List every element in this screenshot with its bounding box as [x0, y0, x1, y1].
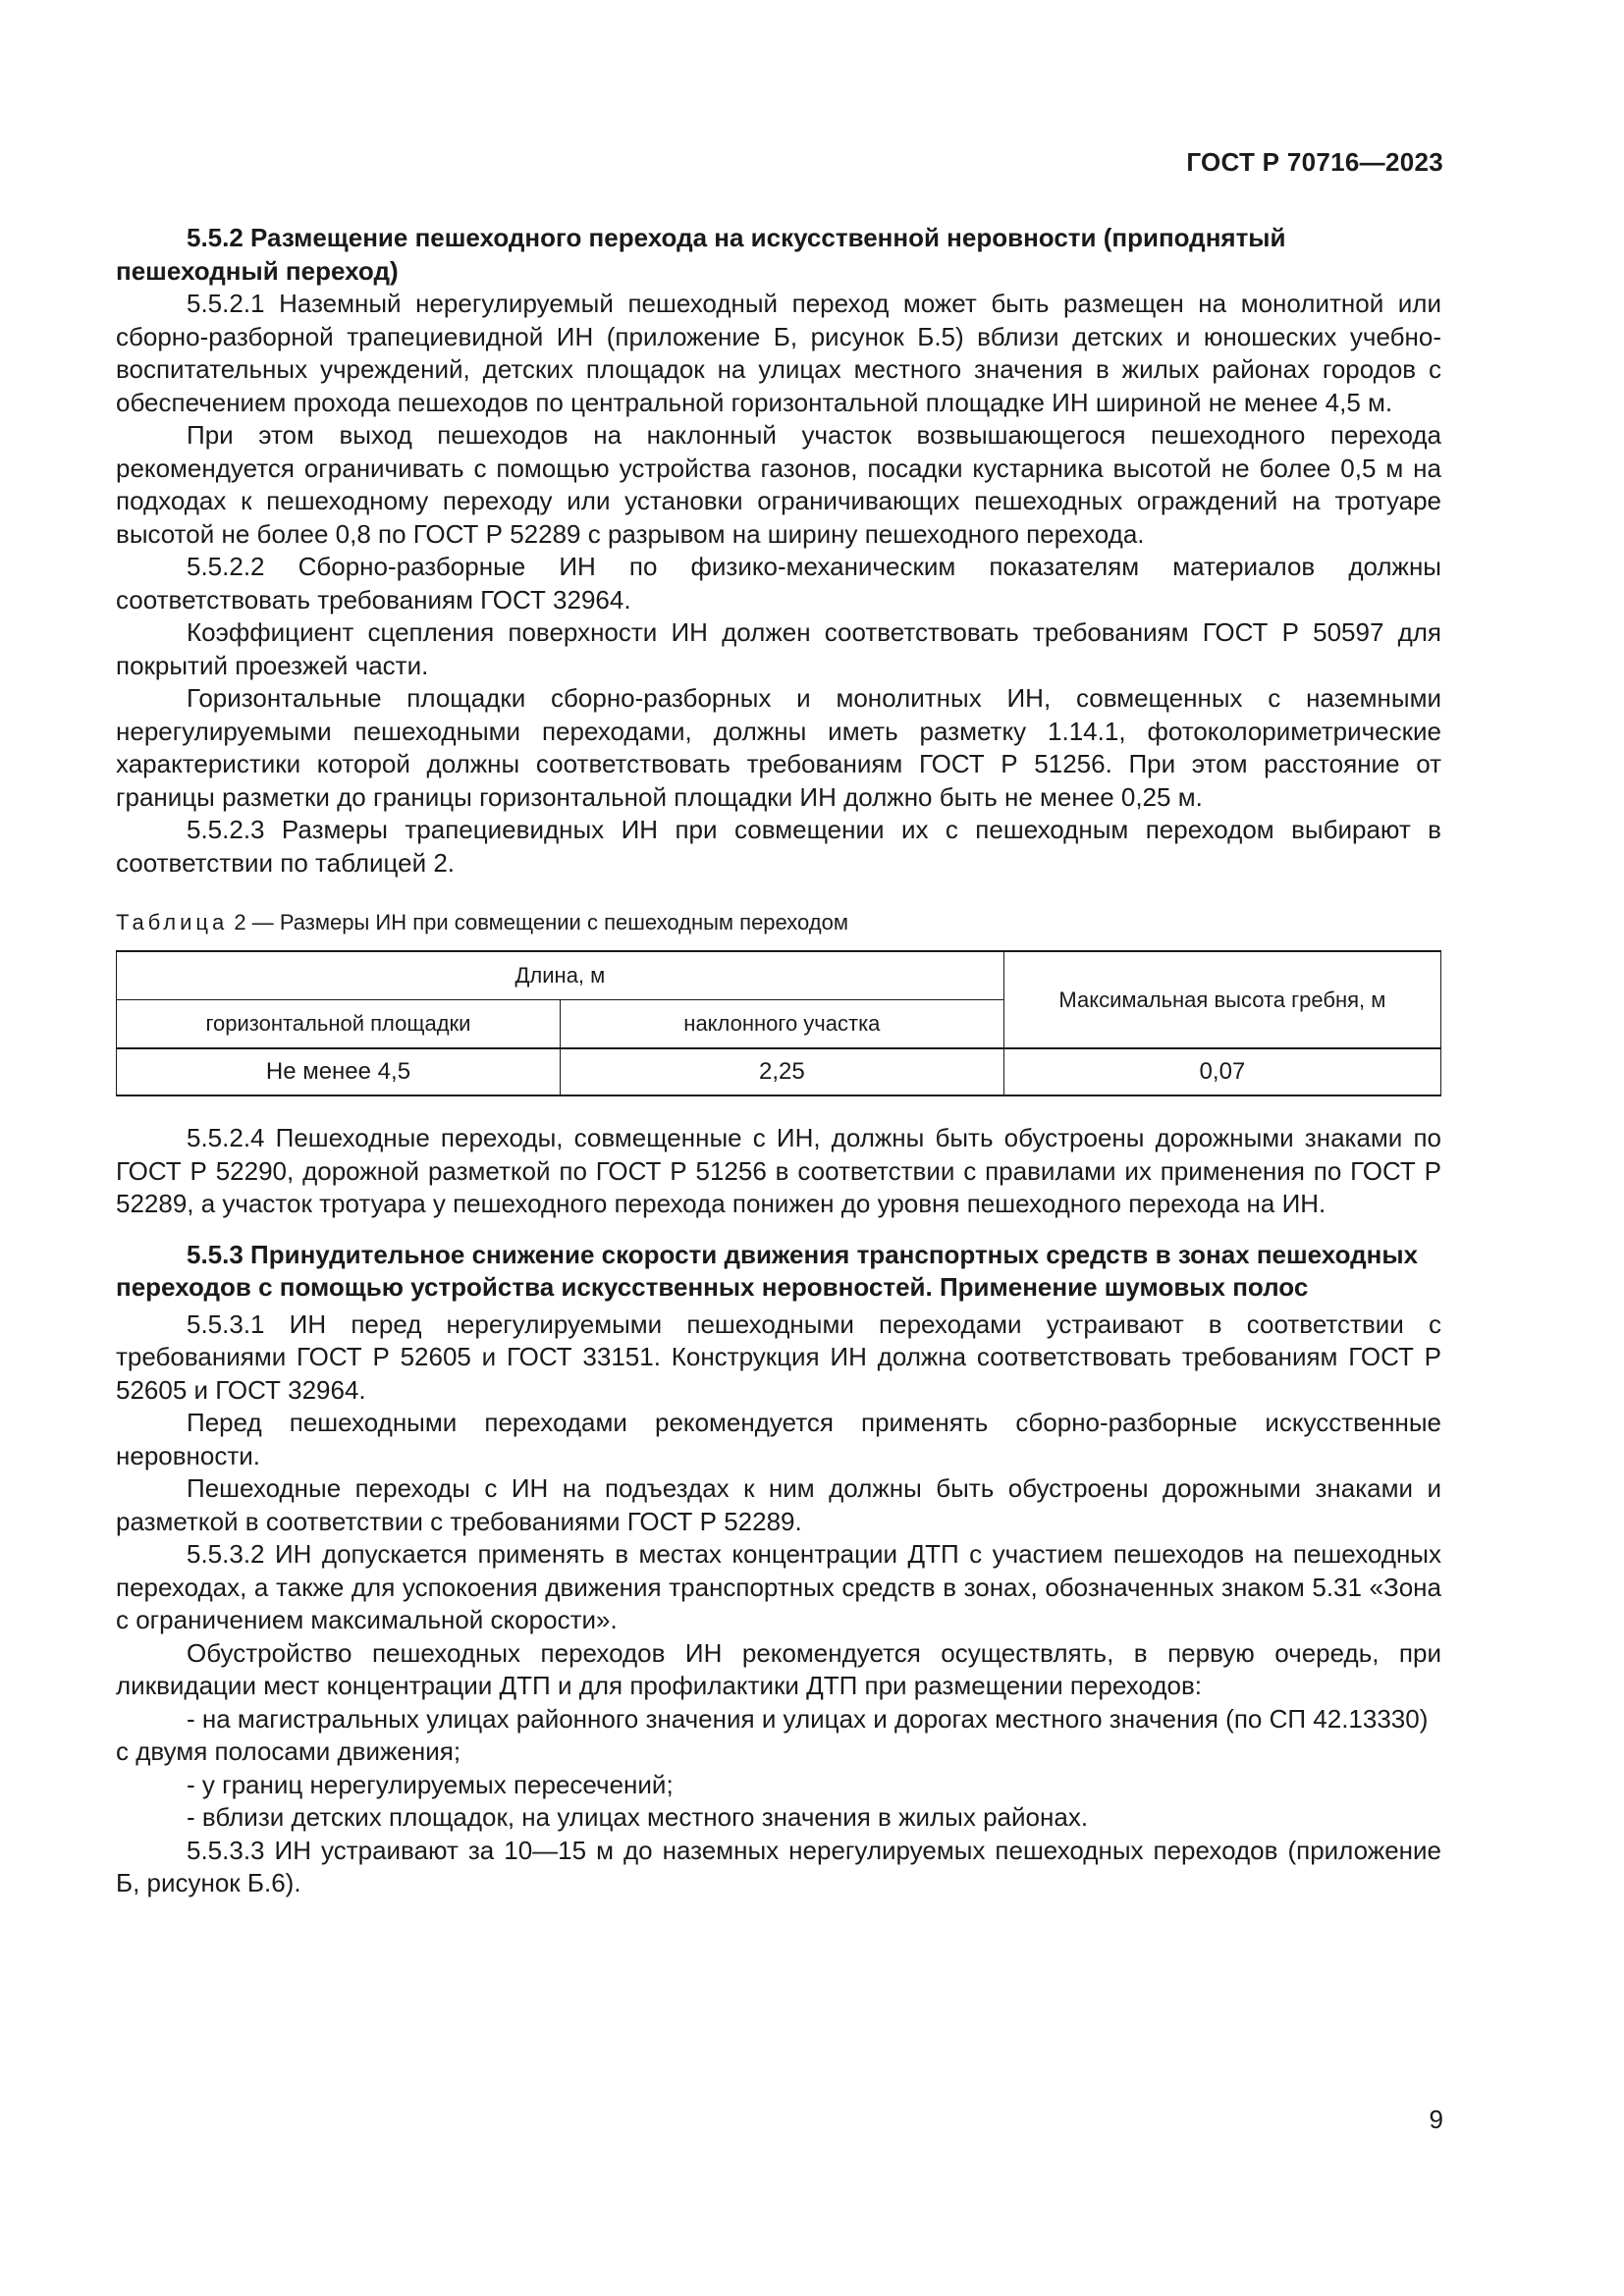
- paragraph-prefabricated-bumps: Перед пешеходными переходами рекомендуется применять сборно-разборные искусственные неровности.: [116, 1408, 1441, 1470]
- list-item: - на магистральных улицах районного значения и улицах и дорогах местного значения (по СП 42.13330) с двумя полосами движения;: [116, 1703, 1429, 1766]
- list-item: - вблизи детских площадок, на улицах местного значения в жилых районах.: [187, 1802, 1089, 1832]
- table-2-caption: [116, 909, 1441, 936]
- section-5-5-3-heading: 5.5.3 Принудительное снижение скорости движения транспортных средств в зонах пешеходных переходов с помощью устройства искусственных неровностей. Применение шумовых полос: [116, 1239, 1419, 1302]
- table-2: [116, 950, 1441, 1096]
- header-max-ridge-height: Максимальная высота гребня, м: [1003, 951, 1440, 1048]
- table-2-caption-label: Таблица: [116, 910, 229, 934]
- cell-horizontal-platform: Не менее 4,5: [117, 1048, 561, 1095]
- paragraph-5-5-2-2: 5.5.2.2 Сборно-разборные ИН по физико-механическим показателям материалов должны соответствовать требованиям ГОСТ 32964.: [116, 552, 1441, 614]
- paragraph-5-5-3-1: 5.5.3.1 ИН перед нерегулируемыми пешеходными переходами устраивают в соответствии с требованиями ГОСТ Р 52605 и ГОСТ 33151. Конструкция ИН должна соответствовать требованиям ГОСТ Р 52605 и ГОСТ 32964.: [116, 1308, 1441, 1405]
- paragraph-signs-and-markings: Пешеходные переходы с ИН на подъездах к ним должны быть обустроены дорожными знаками и разметкой в соответствии с требованиями ГОСТ Р 52289.: [116, 1473, 1441, 1536]
- table-row: [117, 1048, 1441, 1095]
- subheader-inclined-section: наклонного участка: [560, 1000, 1003, 1049]
- paragraph-5-5-3-3: 5.5.3.3 ИН устраивают за 10—15 м до наземных нерегулируемых пешеходных переходов (приложение Б, рисунок Б.6).: [116, 1835, 1441, 1897]
- cell-inclined-section: 2,25: [560, 1048, 1003, 1095]
- paragraph-5-5-2-4: 5.5.2.4 Пешеходные переходы, совмещенные с ИН, должны быть обустроены дорожными знаками по ГОСТ Р 52290, дорожной разметкой по ГОСТ Р 51256 в соответствии с правилами их применения по ГОСТ Р 52289, а участок тротуара у пешеходного перехода понижен до уровня пешеходного перехода на ИН.: [116, 1123, 1441, 1218]
- list-item: - у границ нерегулируемых пересечений;: [187, 1769, 674, 1799]
- section-5-5-2-heading: 5.5.2 Размещение пешеходного перехода на искусственной неровности (приподнятый пешеходный переход): [116, 223, 1286, 286]
- page-number: 9: [1429, 2105, 1443, 2134]
- table-header-row: [117, 951, 1441, 1000]
- paragraph-5-5-3-2: 5.5.3.2 ИН допускается применять в местах концентрации ДТП с участием пешеходов на пешеходных переходах, а также для успокоения движения транспортных средств в зонах, обозначенных знаком 5.31 «Зона с ограничением максимальной скорости».: [116, 1539, 1441, 1634]
- paragraph-5-5-2-1-cont: При этом выход пешеходов на наклонный участок возвышающегося пешеходного перехода рекомендуется ограничивать с помощью устройства газонов, посадки кустарника высотой не более 0,5 м на подходах к пешеходному переходу или установки ограничивающих пешеходных ограждений на тротуаре высотой не более 0,8 по ГОСТ Р 52289 с разрывом на ширину пешеходного перехода.: [116, 420, 1441, 549]
- cell-max-ridge-height: 0,07: [1003, 1048, 1440, 1095]
- page-content: [116, 222, 1441, 1900]
- paragraph-5-5-2-1: 5.5.2.1 Наземный нерегулируемый пешеходный переход может быть размещен на монолитной или сборно-разборной трапециевидной ИН (приложение Б, рисунок Б.5) вблизи детских и юношеских учебно-воспитательных учреждений, детских площадок на улицах местного значения в жилых районах городов с обеспечением прохода пешеходов по центральной горизонтальной площадке ИН шириной не менее 4,5 м.: [116, 289, 1441, 417]
- paragraph-horizontal-platforms: Горизонтальные площадки сборно-разборных и монолитных ИН, совмещенных с наземными нерегулируемыми пешеходными переходами, должны иметь разметку 1.14.1, фотоколориметрические характеристики которой должны соответствовать требованиям ГОСТ Р 51256. При этом расстояние от границы разметки до границы горизонтальной площадки ИН должно быть не менее 0,25 м.: [116, 683, 1441, 812]
- document-code-header: ГОСТ Р 70716—2023: [1186, 147, 1443, 177]
- paragraph-arrangement-priority: Обустройство пешеходных переходов ИН рекомендуется осуществлять, в первую очередь, при ликвидации мест концентрации ДТП и для профилактики ДТП при размещении переходов:: [116, 1637, 1441, 1700]
- paragraph-5-5-2-3: 5.5.2.3 Размеры трапециевидных ИН при совмещении их с пешеходным переходом выбирают в соответствии по таблицей 2.: [116, 815, 1441, 878]
- header-length: Длина, м: [117, 951, 1004, 1000]
- table-2-caption-text: 2 — Размеры ИН при совмещении с пешеходным переходом: [228, 910, 848, 934]
- paragraph-adhesion-coefficient: Коэффициент сцепления поверхности ИН должен соответствовать требованиям ГОСТ Р 50597 для покрытий проезжей части.: [116, 617, 1441, 680]
- subheader-horizontal-platform: горизонтальной площадки: [117, 1000, 561, 1049]
